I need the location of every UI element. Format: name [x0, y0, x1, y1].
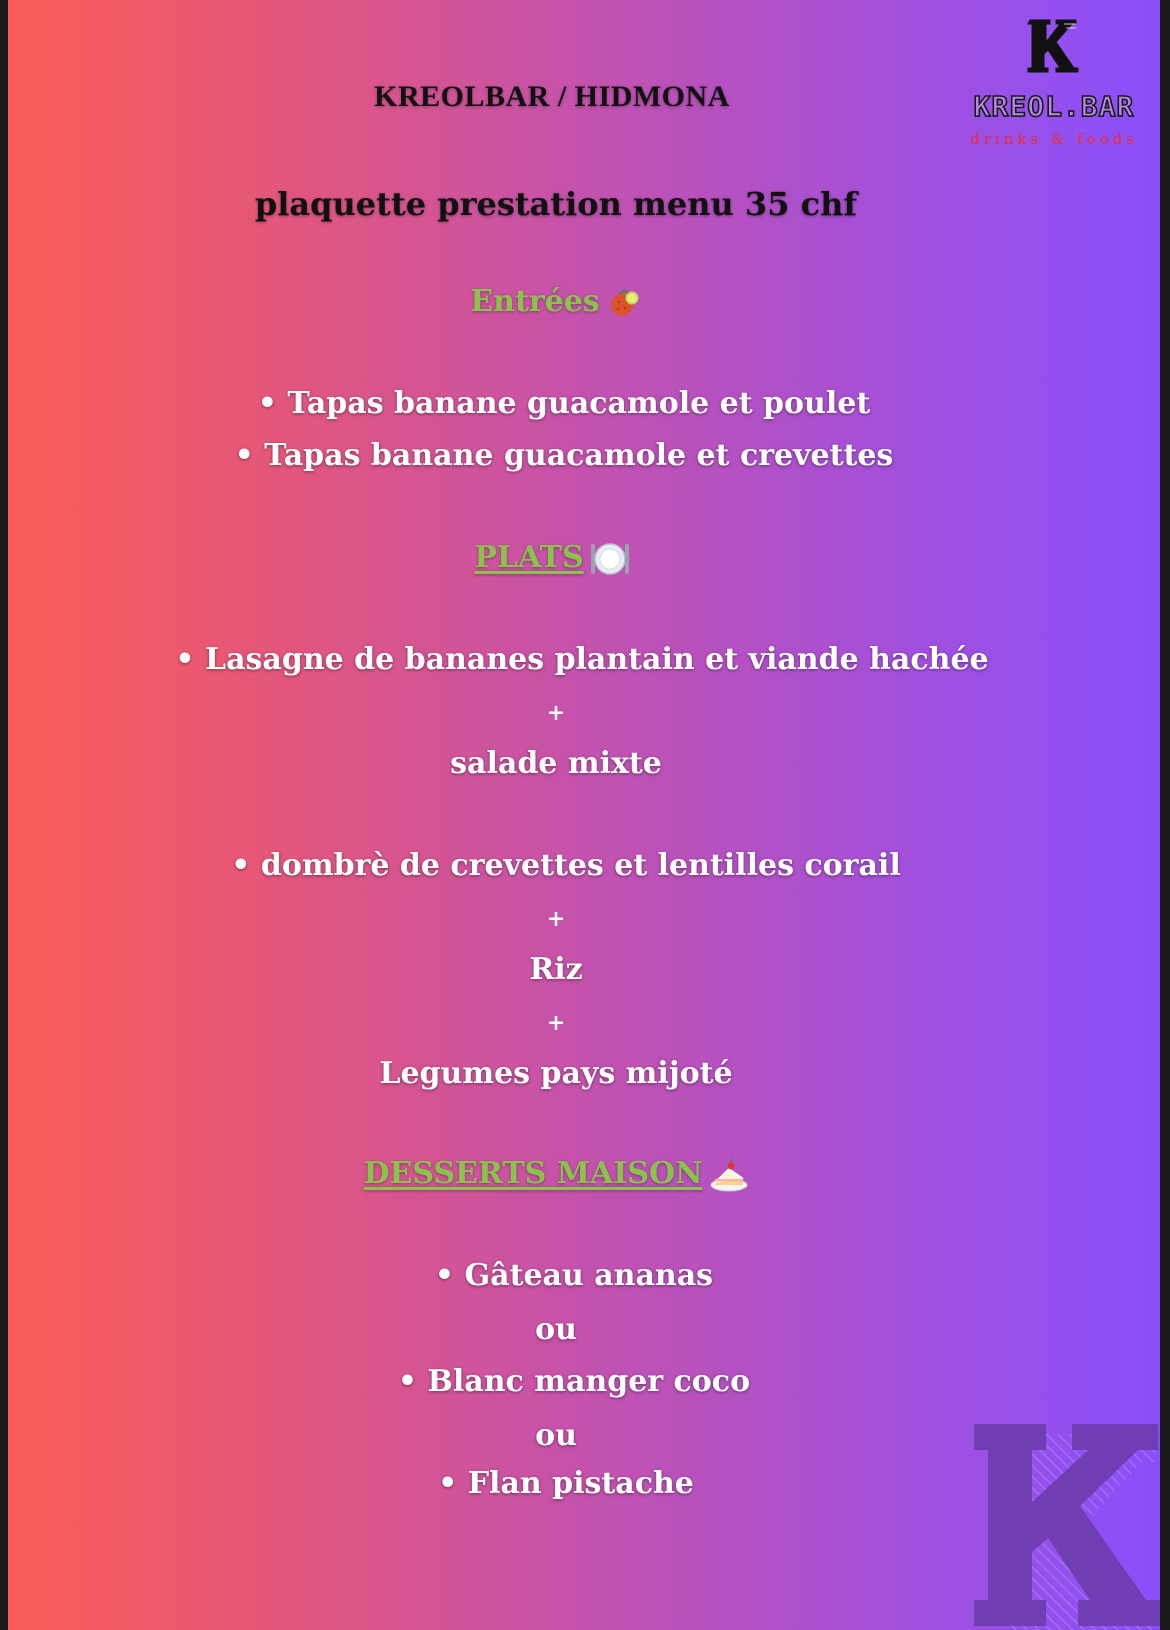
plat-item: Legumes pays mijoté [379, 1056, 733, 1091]
section-heading-entrees [0, 284, 1132, 321]
plus-separator: + [546, 700, 566, 726]
citrus-fruit-icon [606, 285, 642, 321]
cake-slice-icon [709, 1157, 749, 1193]
plat-item: • Lasagne de bananes plantain et viande hachée [175, 642, 989, 677]
logo-k-icon [1024, 16, 1084, 76]
section-heading-desserts [0, 1156, 1132, 1193]
page-title: KREOLBAR / HIDMONA [374, 80, 730, 113]
right-edge-bar [1160, 0, 1170, 1630]
page-subtitle: plaquette prestation menu 35 chf [254, 185, 858, 223]
dessert-item: • Gâteau ananas [434, 1258, 714, 1293]
plat-item: Riz [529, 952, 583, 987]
dessert-or: ou [535, 1312, 577, 1347]
dessert-or: ou [535, 1418, 577, 1453]
logo-tagline: drinks & foods [970, 130, 1138, 148]
plus-separator: + [546, 906, 566, 932]
menu-page [8, 0, 1160, 1630]
desserts-heading-text: DESSERTS MAISON [363, 1156, 703, 1191]
plat-item: salade mixte [450, 746, 662, 781]
entree-item: • Tapas banane guacamole et crevettes [234, 438, 894, 473]
section-heading-plats [0, 540, 1128, 577]
watermark-k-icon [968, 1420, 1170, 1630]
dessert-item: • Flan pistache [438, 1466, 694, 1501]
plat-item: • dombrè de crevettes et lentilles corail [231, 848, 901, 883]
plate-icon [590, 541, 630, 577]
dessert-item: • Blanc manger coco [397, 1364, 751, 1399]
plus-separator: + [546, 1010, 566, 1036]
plats-heading-text: PLATS [474, 540, 584, 575]
kreolbar-logo [954, 14, 1154, 148]
entree-item: • Tapas banane guacamole et poulet [257, 386, 871, 421]
logo-name: KREOL.BAR [973, 90, 1135, 123]
entrees-heading-text: Entrées [470, 284, 600, 319]
